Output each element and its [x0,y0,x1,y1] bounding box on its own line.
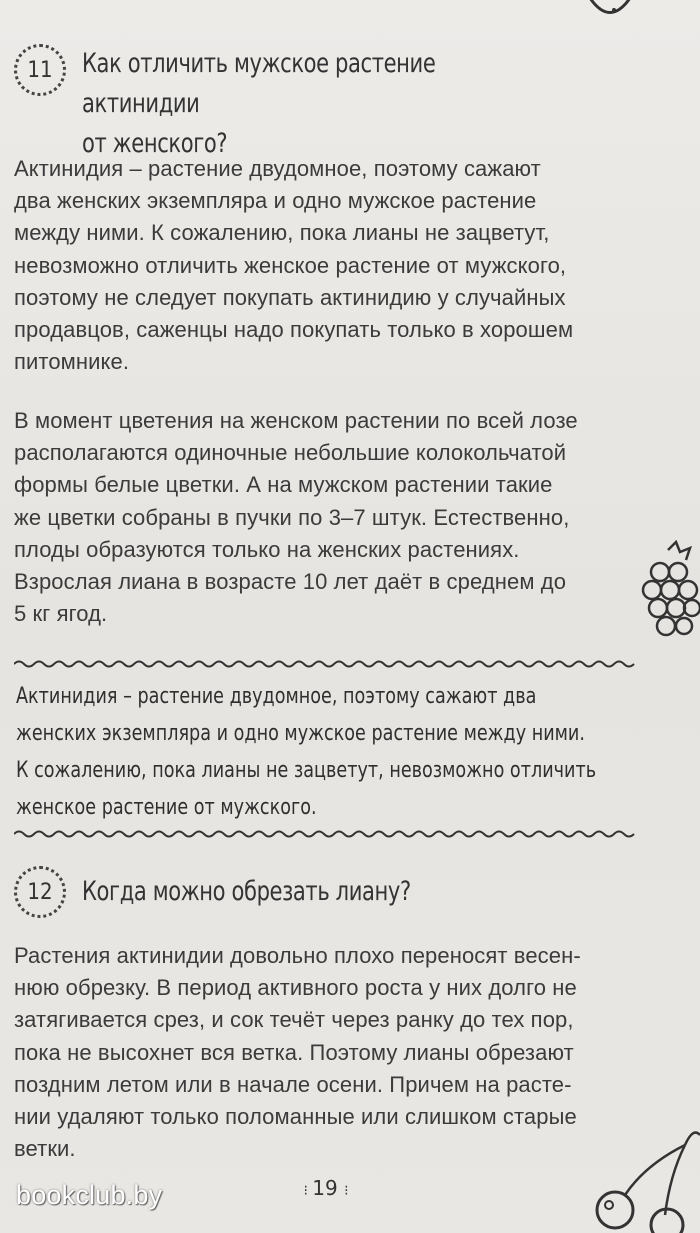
question-12-header [14,866,674,918]
question-11-header [14,44,674,164]
answer-12-paragraph: Растения актинидии довольно плохо переносят весен- нюю обрезку. В период активного роста у них долго не затягивается срез, и сок течёт через ранку до тех пор, пока не высохнет вся ветка. Поэтому лианы обрезают поздним летом или в начале осени. Причем на расте- нии удаляют только поломанные или слишком старые ветки. [14,943,581,1162]
question-12-title: Когда можно обрезать лиану? [82,876,411,907]
answer-11-paragraph-2: В момент цветения на женском растении по всей лозе располагаются одиночные небольшие колокольчатой формы белые цветки. А на мужском растении такие же цветки собраны в пучки по 3–7 штук. Естественно, плоды образуются только на женских растениях. Взрослая лиана в возрасте 10 лет даёт в среднем до 5 кг ягод. [14,408,578,627]
highlight-quote: Актинидия – растение двудомное, поэтому сажают два женских экземпляра и одно мужское растение между ними. К сожалению, пока лианы не зацветут, невозможно отличить женское растение от мужского. [16,684,597,820]
cherries-icon [585,1125,700,1233]
wavy-divider [14,829,636,839]
page-number: ⁝ 19 ⁝ [303,1176,347,1200]
wavy-divider [14,659,636,669]
answer-11-paragraph-1: Актинидия – растение двудомное, поэтому сажают два женских экземпляра и одно мужское растение между ними. К сожалению, пока лианы не зацветут, невозможно отличить женское растение от мужского, поэтому не следует покупать актинидию у случайных продавцов, саженцы надо покупать только в хорошем питомнике. [14,156,574,375]
question-number-badge: 11 [14,44,66,96]
question-number-badge: 12 [14,866,66,918]
question-11-title: Как отличить мужское растение актинидии от женского? [82,48,436,159]
strawberry-icon [570,0,650,32]
watermark: bookclub.by [16,1180,163,1210]
raspberry-icon [638,540,700,650]
